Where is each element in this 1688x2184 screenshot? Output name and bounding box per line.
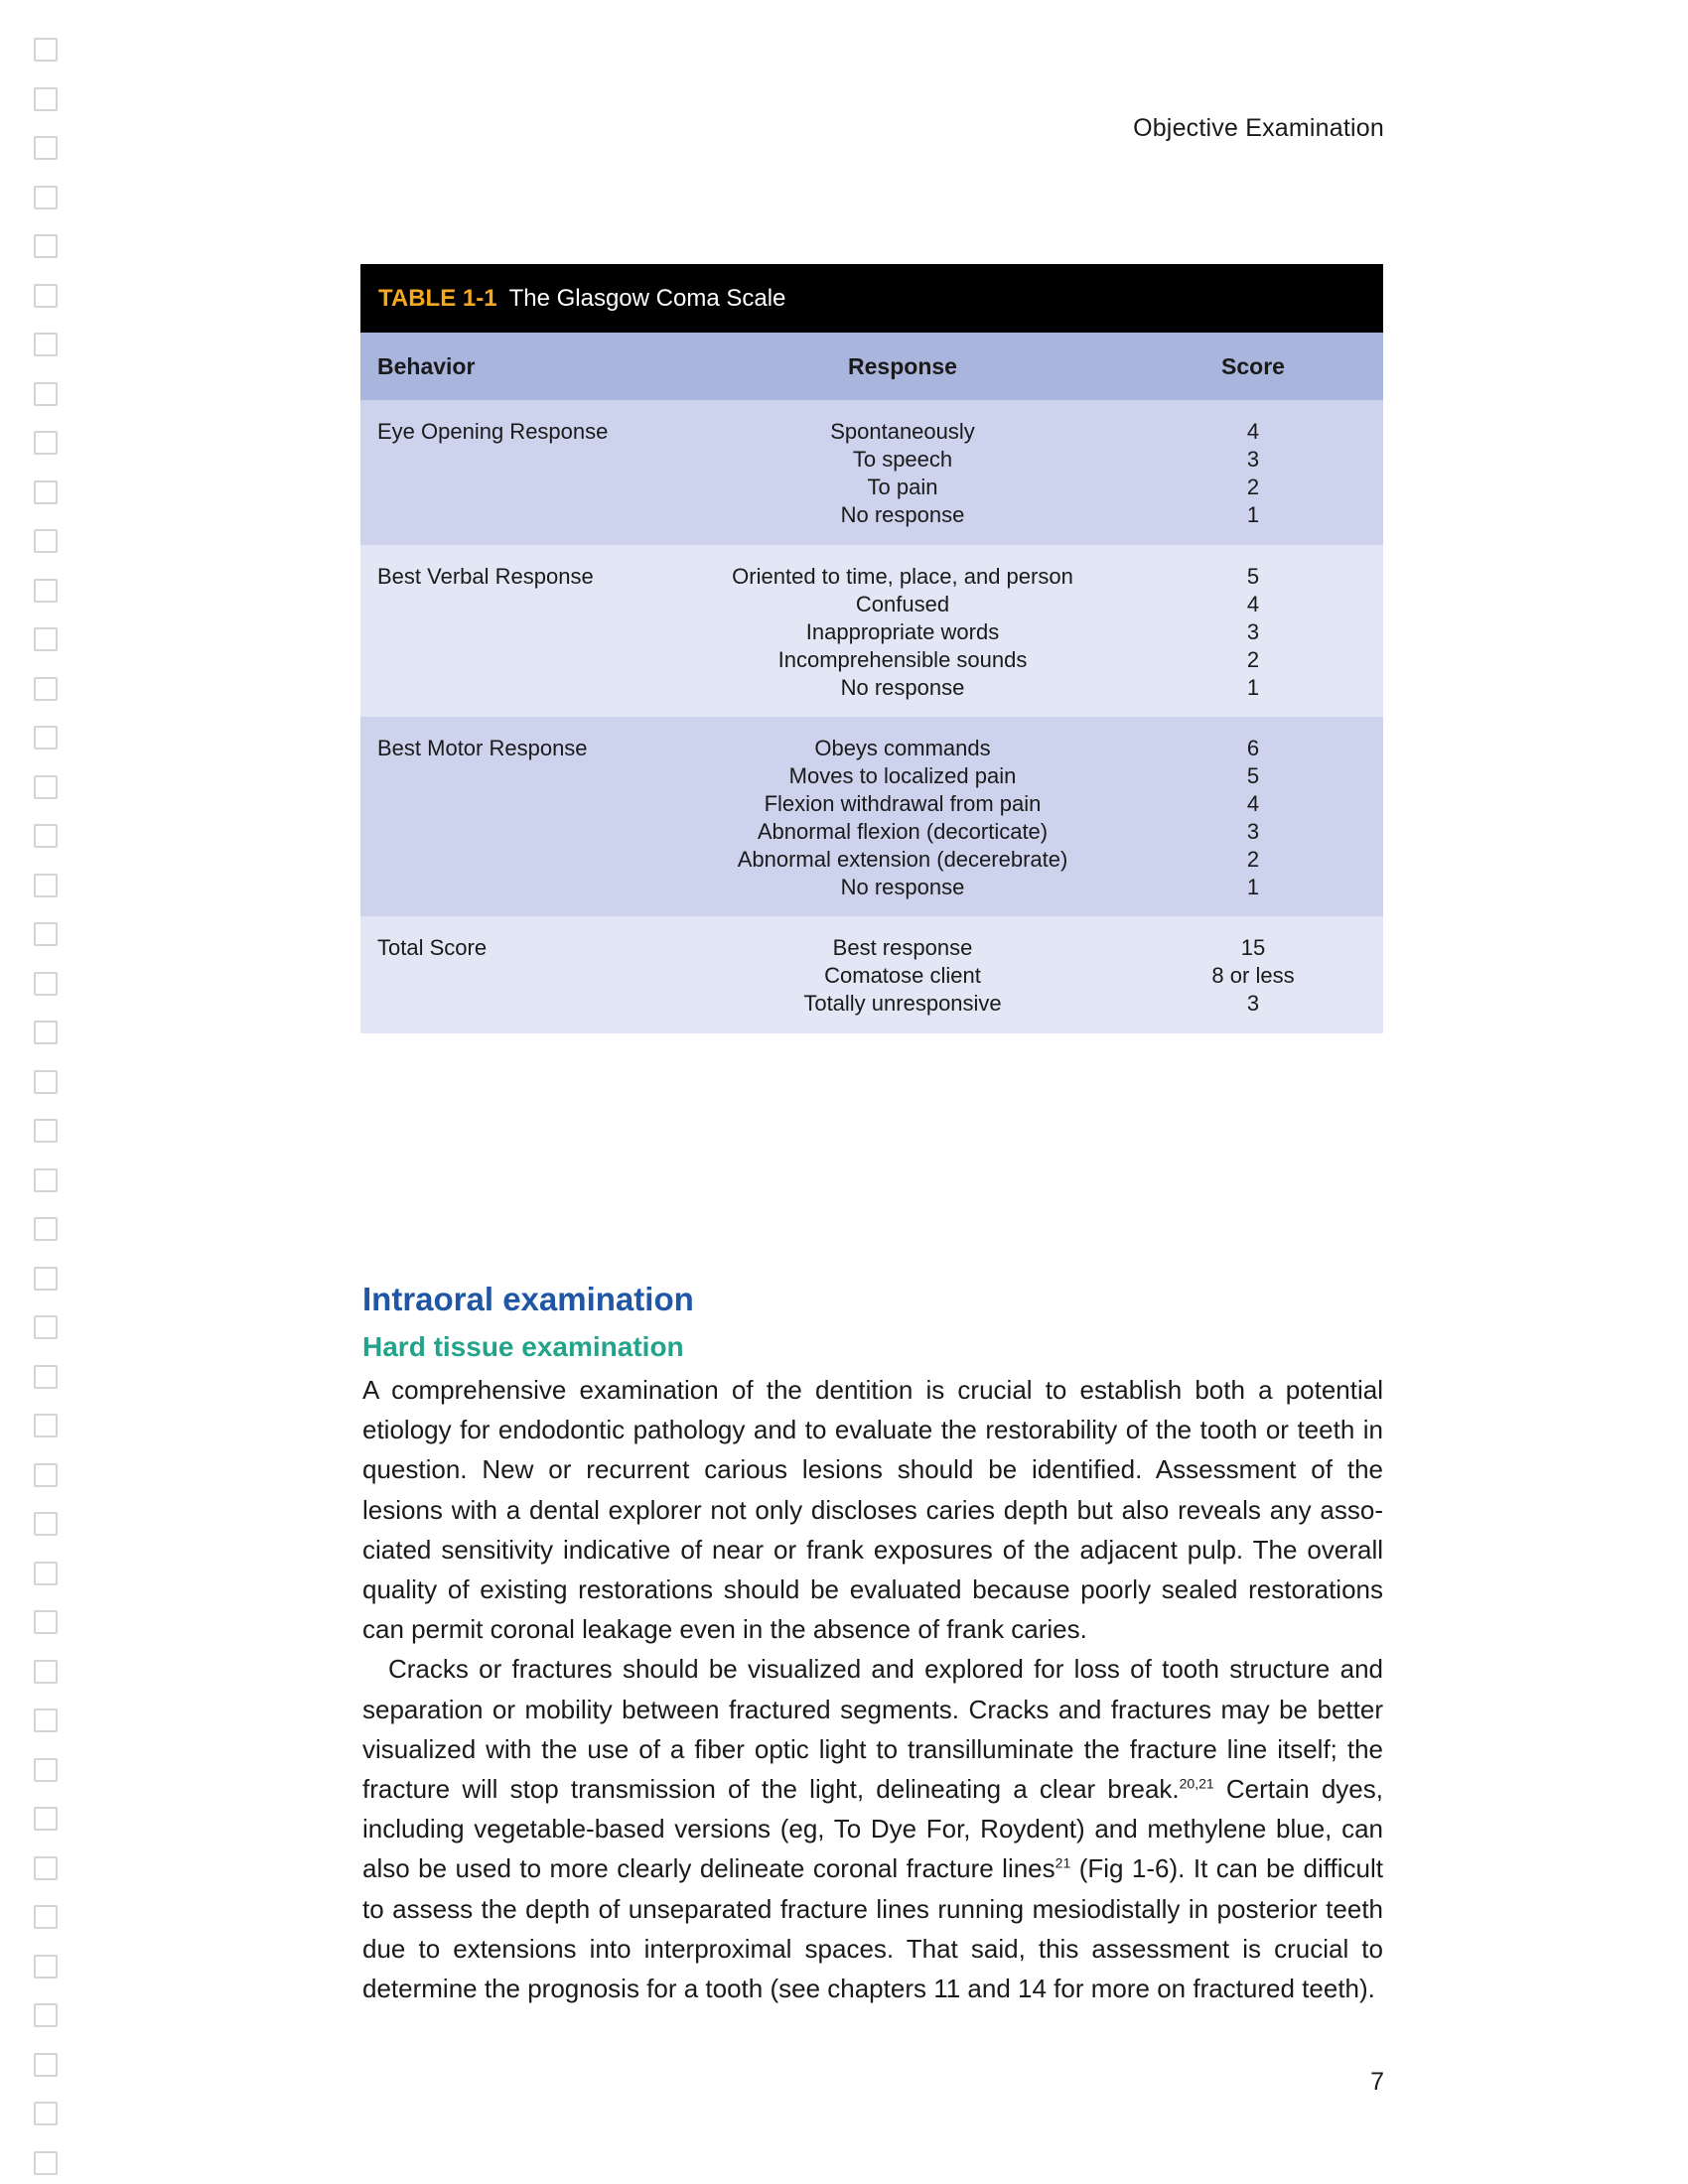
margin-checkbox[interactable] (34, 1758, 58, 1782)
row-scores (1127, 934, 1383, 1018)
response-item: Incomprehensible sounds (777, 647, 1028, 672)
response-item: Oriented to time, place, and person (732, 564, 1073, 589)
response-item: Obeys commands (814, 736, 991, 760)
table-label: TABLE 1-1 (378, 284, 497, 312)
margin-checkbox[interactable] (34, 1807, 58, 1831)
row-behavior: Best Motor Response (377, 736, 588, 760)
table-row (360, 400, 1383, 545)
margin-checkbox[interactable] (34, 2102, 58, 2125)
header-response: Response (848, 352, 957, 379)
response-item: Totally unresponsive (803, 991, 1002, 1016)
margin-checkbox[interactable] (34, 1414, 58, 1437)
margin-checkbox[interactable] (34, 1512, 58, 1536)
response-item: Abnormal extension (decerebrate) (737, 847, 1068, 872)
margin-checkbox[interactable] (34, 529, 58, 553)
margin-checkbox[interactable] (34, 382, 58, 406)
margin-checkbox[interactable] (34, 972, 58, 996)
margin-checkbox[interactable] (34, 677, 58, 701)
row-scores (1127, 735, 1383, 901)
margin-checkbox[interactable] (34, 1021, 58, 1044)
score-item: 3 (1246, 819, 1260, 844)
margin-checkbox[interactable] (34, 1217, 58, 1241)
response-item: Moves to localized pain (788, 763, 1017, 788)
score-item: 1 (1246, 675, 1260, 700)
response-item: Confused (855, 592, 950, 616)
paragraph-text: (Fig 1-6). It can be difficult to assess the depth of unseparated fracture lines running mesiodistally in posterior teeth due to extensions into interproximal spaces. That said, this assessment is crucial to determine the prognosis for a tooth (see chapters 11 and 14 for more on fractured teeth). (362, 1853, 1383, 2004)
citation-superscript: 20,21 (1179, 1775, 1214, 1792)
header-score: Score (1221, 352, 1285, 379)
margin-checkbox[interactable] (34, 2151, 58, 2175)
margin-checkbox[interactable] (34, 136, 58, 160)
margin-checkbox[interactable] (34, 922, 58, 946)
margin-checkbox[interactable] (34, 87, 58, 111)
running-head: Objective Examination (1133, 114, 1384, 142)
margin-checkbox[interactable] (34, 480, 58, 504)
row-scores (1127, 418, 1383, 529)
paragraph-text: Certain dyes, including vegetable-based versions (eg, To Dye For, Roydent) and methylene blue, can also be used to more clearly delineate coronal fracture lines (362, 1774, 1383, 1884)
margin-checkbox[interactable] (34, 2003, 58, 2027)
row-responses (678, 418, 1127, 529)
margin-checkbox[interactable] (34, 186, 58, 209)
score-item: 6 (1246, 736, 1260, 760)
response-item: To pain (867, 475, 938, 499)
margin-checkbox[interactable] (34, 1856, 58, 1880)
header-behavior: Behavior (377, 352, 476, 379)
margin-checkbox[interactable] (34, 284, 58, 308)
response-item: To speech (852, 447, 953, 472)
margin-checkbox[interactable] (34, 1267, 58, 1291)
response-item: Best response (832, 935, 973, 960)
response-item: Abnormal flexion (decorticate) (757, 819, 1049, 844)
margin-checkbox[interactable] (34, 775, 58, 799)
subsection-heading: Hard tissue examination (362, 1331, 684, 1362)
margin-checkbox[interactable] (34, 1119, 58, 1143)
score-item: 15 (1240, 935, 1266, 960)
margin-checkbox[interactable] (34, 1365, 58, 1389)
response-item: Spontaneously (830, 419, 975, 444)
margin-checkbox[interactable] (34, 38, 58, 62)
margin-checkbox[interactable] (34, 579, 58, 603)
row-behavior: Total Score (377, 935, 488, 960)
score-item: 1 (1246, 502, 1260, 527)
table-row (360, 717, 1383, 916)
margin-checkbox[interactable] (34, 1660, 58, 1684)
row-responses (678, 735, 1127, 901)
table-row (360, 545, 1383, 717)
score-item: 3 (1246, 447, 1260, 472)
response-item: No response (840, 502, 965, 527)
score-item: 3 (1246, 619, 1260, 644)
margin-checkbox[interactable] (34, 2053, 58, 2077)
margin-checkbox[interactable] (34, 333, 58, 356)
paragraph: A comprehensive examination of the dentition is crucial to establish both a potential etiology for endodontic pathology and to evaluate the restorability of the tooth or teeth in question. New or recurrent carious lesions should be identified. Assessment of the lesions with a dental explorer not only discloses caries depth but also reveals any asso-ciated sensitivity indicative of near or frank exposures of the adjacent pulp. The overall quality of existing restorations should be evaluated because poorly sealed restorations can permit coronal leakage even in the absence of frank caries. (362, 1375, 1383, 1645)
response-item: Flexion withdrawal from pain (764, 791, 1042, 816)
score-item: 2 (1246, 475, 1260, 499)
margin-checkbox[interactable] (34, 1562, 58, 1585)
margin-checkbox[interactable] (34, 234, 58, 258)
score-item: 4 (1246, 791, 1260, 816)
margin-checkbox[interactable] (34, 1610, 58, 1634)
citation-superscript: 21 (1055, 1854, 1071, 1871)
body-text (362, 1370, 1383, 2008)
margin-checkbox[interactable] (34, 1708, 58, 1732)
section-heading: Intraoral examination (362, 1281, 694, 1317)
page-number: 7 (1370, 2068, 1384, 2096)
margin-checkbox[interactable] (34, 1905, 58, 1929)
score-item: 1 (1246, 875, 1260, 899)
margin-checkbox[interactable] (34, 431, 58, 455)
glasgow-coma-scale-table (360, 264, 1383, 1033)
row-responses (678, 934, 1127, 1018)
score-item: 5 (1246, 564, 1260, 589)
paragraph (362, 1649, 1383, 2008)
margin-checkbox[interactable] (34, 1168, 58, 1192)
row-behavior: Best Verbal Response (377, 564, 594, 589)
table-header-row (360, 333, 1383, 400)
margin-checkbox[interactable] (34, 1955, 58, 1979)
row-responses (678, 563, 1127, 702)
margin-checkbox[interactable] (34, 1070, 58, 1094)
response-item: Inappropriate words (805, 619, 1000, 644)
score-item: 3 (1246, 991, 1260, 1016)
margin-checkbox[interactable] (34, 1315, 58, 1339)
score-item: 8 or less (1211, 963, 1295, 988)
margin-checkbox[interactable] (34, 726, 58, 750)
score-item: 5 (1246, 763, 1260, 788)
score-item: 2 (1246, 847, 1260, 872)
response-item: No response (840, 875, 965, 899)
margin-checkbox[interactable] (34, 874, 58, 897)
row-scores (1127, 563, 1383, 702)
score-item: 4 (1246, 419, 1260, 444)
row-behavior: Eye Opening Response (377, 419, 609, 444)
score-item: 4 (1246, 592, 1260, 616)
table-title-bar (360, 264, 1383, 333)
margin-checkbox[interactable] (34, 824, 58, 848)
margin-checkbox[interactable] (34, 1463, 58, 1487)
response-item: Comatose client (824, 963, 981, 988)
paragraph-text: Cracks or fractures should be visualized and explored for loss of tooth structure and separation or mobility between fractured segments. Cracks and fractures may be better visualized with the use of a fiber optic light to transilluminate the fracture line itself; the fracture will stop transmission of the light, delineating a clear break. (362, 1654, 1383, 1805)
margin-checkbox[interactable] (34, 627, 58, 651)
table-row (360, 916, 1383, 1033)
score-item: 2 (1246, 647, 1260, 672)
response-item: No response (840, 675, 965, 700)
table-title: The Glasgow Coma Scale (508, 284, 786, 312)
